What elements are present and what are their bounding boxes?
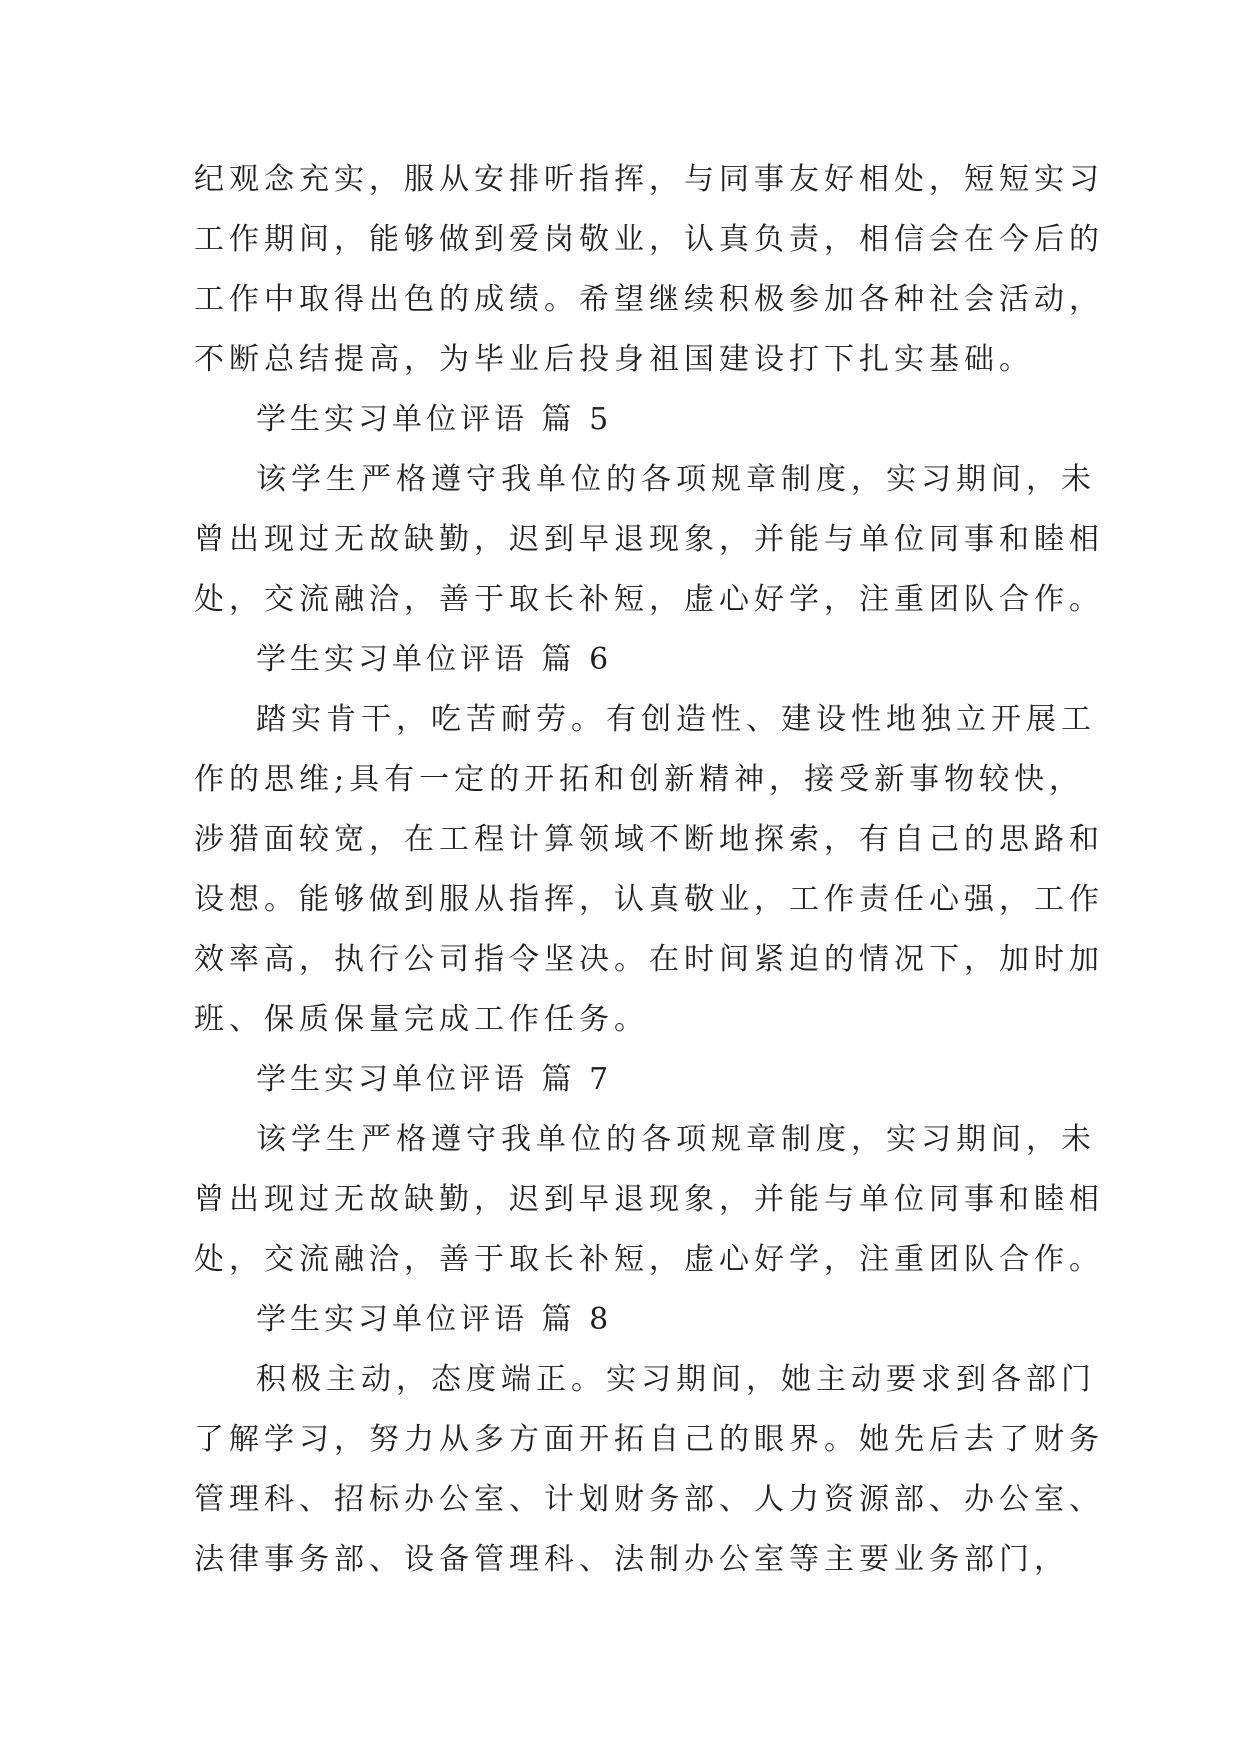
body-line: 班、保质保量完成工作任务。 [194,1002,649,1037]
body-line: 涉猎面较宽，在工程计算领域不断地探索，有自己的思路和 [194,822,1104,857]
paragraph-first-line: 积极主动，态度端正。实习期间，她主动要求到各部门 [256,1362,1096,1397]
body-line: 纪观念充实，服从安排听指挥，与同事友好相处，短短实习 [194,162,1104,197]
paragraph-first-line: 踏实肯干，吃苦耐劳。有创造性、建设性地独立开展工 [256,702,1096,737]
body-line: 法律事务部、设备管理科、法制办公室等主要业务部门， [194,1542,1069,1577]
body-line: 工作中取得出色的成绩。希望继续积极参加各种社会活动， [194,282,1104,317]
body-line: 曾出现过无故缺勤，迟到早退现象，并能与单位同事和睦相 [194,1182,1104,1217]
paragraph-first-line: 该学生严格遵守我单位的各项规章制度，实习期间，未 [256,462,1096,497]
body-line: 效率高，执行公司指令坚决。在时间紧迫的情况下，加时加 [194,942,1104,977]
section-heading: 学生实习单位评语 篇 7 [256,1062,613,1097]
section-heading: 学生实习单位评语 篇 6 [256,642,613,677]
body-line: 管理科、招标办公室、计划财务部、人力资源部、办公室、 [194,1482,1104,1517]
body-line: 处，交流融洽，善于取长补短，虚心好学，注重团队合作。 [194,1242,1104,1277]
document-page [194,160,1104,1620]
body-line: 了解学习，努力从多方面开拓自己的眼界。她先后去了财务 [194,1422,1104,1457]
section-heading: 学生实习单位评语 篇 5 [256,402,613,437]
body-line: 处，交流融洽，善于取长补短，虚心好学，注重团队合作。 [194,582,1104,617]
body-line: 工作期间，能够做到爱岗敬业，认真负责，相信会在今后的 [194,222,1104,257]
paragraph-first-line: 该学生严格遵守我单位的各项规章制度，实习期间，未 [256,1122,1096,1157]
section-heading: 学生实习单位评语 篇 8 [256,1302,613,1337]
body-line: 设想。能够做到服从指挥，认真敬业，工作责任心强，工作 [194,882,1104,917]
body-line: 曾出现过无故缺勤，迟到早退现象，并能与单位同事和睦相 [194,522,1104,557]
body-line: 不断总结提高，为毕业后投身祖国建设打下扎实基础。 [194,342,1034,377]
body-line: 作的思维;具有一定的开拓和创新精神，接受新事物较快， [194,762,1085,797]
